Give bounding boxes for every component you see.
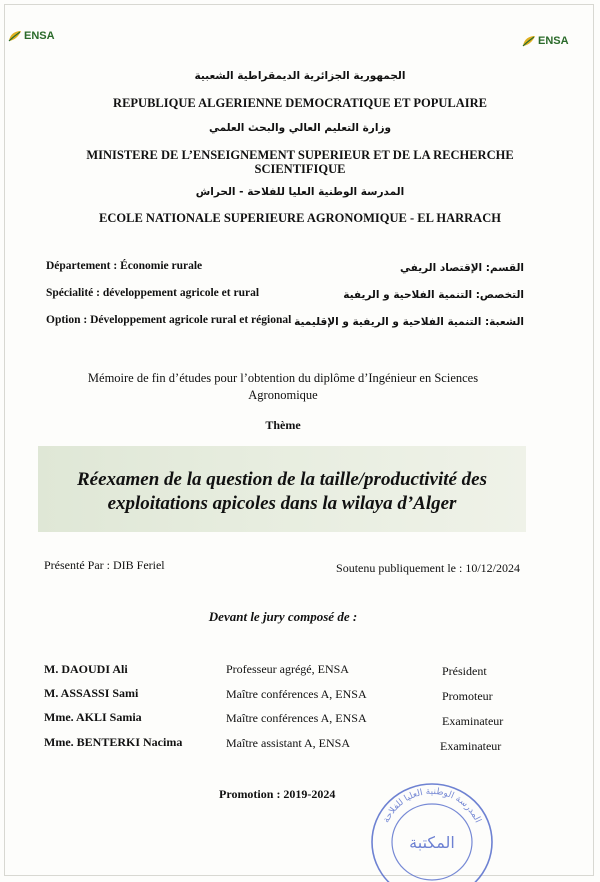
specialty-ar: التخصص: التنمية الفلاحية و الريفية [343,289,524,301]
leaf-icon [522,35,536,47]
jury-role: Examinateur [442,714,504,728]
specialty-fr: Spécialité : développement agricole et rural [46,287,260,299]
defended-date: Soutenu publiquement le : 10/12/2024 [336,561,520,575]
theme-title-line1: Réexamen de la question de la taille/productivité des [76,469,488,490]
logo-text: ENSA [538,35,569,47]
school-arabic: المدرسة الوطنية العليا للفلاحة - الحراش [195,186,405,198]
stamp-ring-text: المدرسة الوطنية العليا للفلاحة [381,786,483,825]
memoire-line2: Agronomique [248,388,318,402]
svg-text:المدرسة الوطنية العليا للفلاحة [381,787,482,825]
jury-grade: Professeur agrégé, ENSA [226,662,349,676]
republic-arabic: الجمهورية الجزائرية الديمقراطية الشعبية [194,70,406,82]
jury-grade: Maître conférences A, ENSA [226,711,367,725]
jury-role: Promoteur [442,689,493,703]
option-ar: الشعبة: التنمية الفلاحية و الريفية و الإقليمية [294,316,524,328]
ensa-logo-left [8,30,55,42]
ministry-arabic: وزارة التعليم العالي والبحث العلمي [208,122,392,134]
ministry-french-line1: MINISTERE DE L’ENSEIGNEMENT SUPERIEUR ET DE LA RECHERCHE [86,148,514,162]
memoire-line1: Mémoire de fin d’études pour l’obtention du diplôme d’Ingénieur en Sciences [87,371,479,385]
jury-role: Président [442,664,487,678]
library-stamp [366,776,498,882]
logo-text: ENSA [24,30,55,42]
jury-name: M. DAOUDI Ali [44,662,128,676]
leaf-icon [8,30,22,42]
theme-label: Thème [265,418,301,432]
theme-box [38,446,526,532]
theme-title [38,468,526,516]
ensa-logo-right [522,35,569,47]
republic-french: REPUBLIQUE ALGERIENNE DEMOCRATIQUE ET POPULAIRE [113,96,487,110]
jury-name: Mme. AKLI Samia [44,710,142,724]
ministry-french-line2: SCIENTIFIQUE [254,162,346,176]
promotion: Promotion : 2019-2024 [219,787,336,801]
jury-heading: Devant le jury composé de : [208,609,358,624]
jury-name: M. ASSASSI Sami [44,686,139,700]
school-french: ECOLE NATIONALE SUPERIEURE AGRONOMIQUE - EL HARRACH [99,211,501,225]
option-fr: Option : Développement agricole rural et régional [46,314,292,326]
jury-role: Examinateur [440,739,502,753]
department-fr: Département : Économie rurale [46,260,203,272]
presented-by: Présenté Par : DIB Feriel [44,558,165,572]
stamp-center-text: المكتبة [409,833,455,852]
department-ar: القسم: الإقتصاد الريفي [400,262,524,274]
jury-name: Mme. BENTERKI Nacima [44,735,183,749]
jury-grade: Maître assistant A, ENSA [226,736,350,750]
jury-grade: Maître conférences A, ENSA [226,687,367,701]
theme-title-line2: exploitations apicoles dans la wilaya d’Alger [107,493,457,514]
